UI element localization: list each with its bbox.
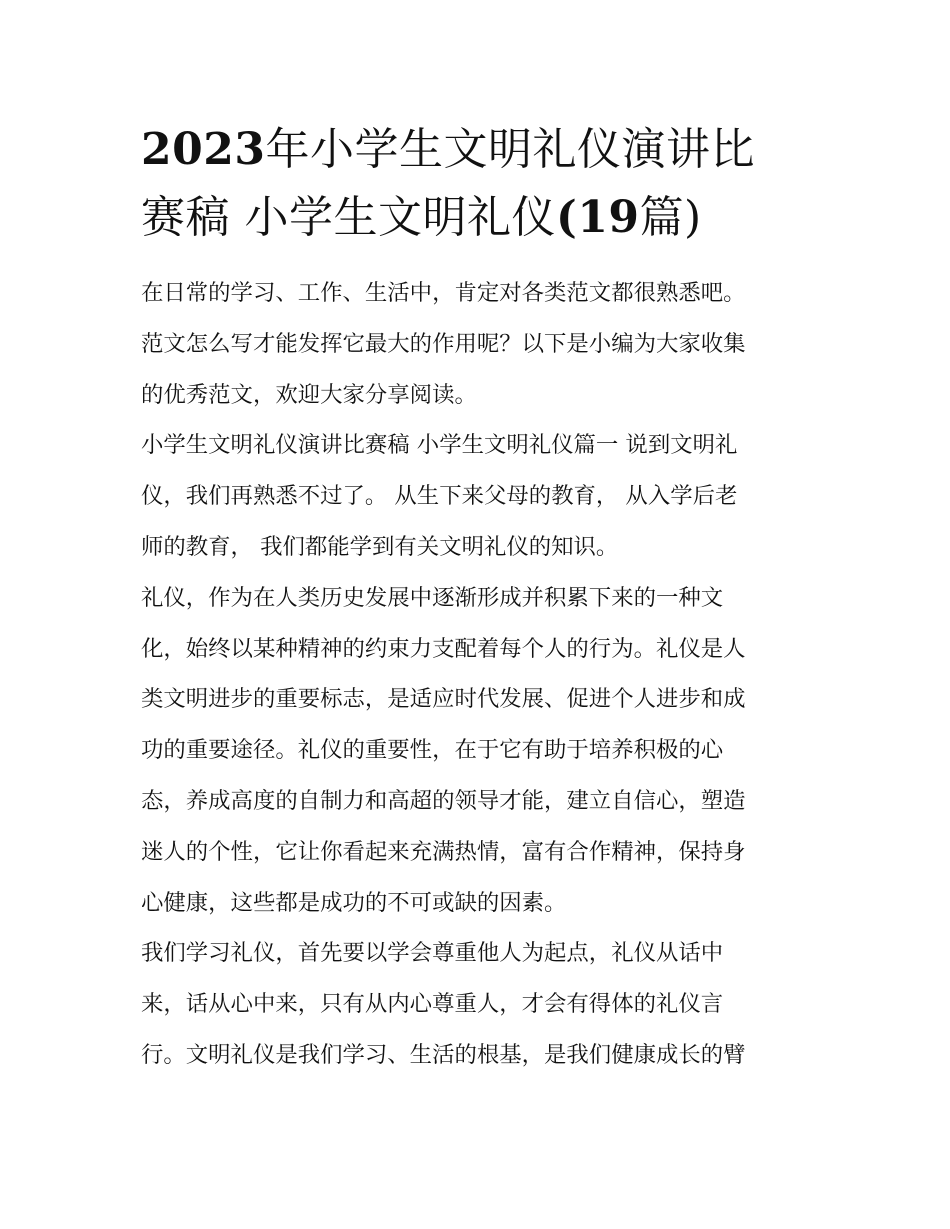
- title-line-2: [141, 184, 821, 252]
- document-title: [141, 116, 821, 252]
- document-body: [141, 268, 821, 1081]
- text-line: 来，话从心中来，只有从内心尊重人，才会有得体的礼仪言: [141, 991, 724, 1018]
- title-text-2: 赛稿 小学生文明礼仪: [141, 192, 556, 243]
- text-line: 类文明进步的重要标志，是适应时代发展、促进个人进步和成: [141, 686, 746, 713]
- paragraph-intro: [141, 268, 821, 420]
- text-line: 范文怎么写才能发挥它最大的作用呢？以下是小编为大家收集: [141, 330, 746, 357]
- text-line: 在日常的学习、工作、生活中，肯定对各类范文都很熟悉吧。: [141, 280, 746, 306]
- paragraph-learning: [141, 928, 821, 1080]
- title-text-1: 年小学生文明礼仪演讲比: [265, 124, 755, 175]
- text-line: 我们学习礼仪，首先要以学会尊重他人为起点，礼仪从话中: [141, 940, 724, 967]
- text-line: 功的重要途径。礼仪的重要性，在于它有助于培养积极的心: [141, 737, 724, 764]
- title-count: (19: [556, 192, 640, 243]
- text-line: 化，始终以某种精神的约束力支配着每个人的行为。礼仪是人: [141, 635, 746, 662]
- document-page: [141, 116, 821, 1081]
- text-line: 礼仪，作为在人类历史发展中逐渐形成并积累下来的一种文: [141, 584, 724, 611]
- text-line: 心健康，这些都是成功的不可或缺的因素。: [141, 889, 567, 916]
- title-text-3: 篇): [639, 192, 702, 243]
- text-line: 的优秀范文，欢迎大家分享阅读。: [141, 381, 477, 408]
- title-line-1: [141, 116, 821, 184]
- text-line: 师的教育， 我们都能学到有关文明礼仪的知识。: [141, 533, 619, 560]
- text-line: 迷人的个性，它让你看起来充满热情，富有合作精神，保持身: [141, 838, 746, 865]
- text-line: 行。文明礼仪是我们学习、生活的根基，是我们健康成长的臂: [141, 1041, 746, 1068]
- text-line: 小学生文明礼仪演讲比赛稿 小学生文明礼仪篇一 说到文明礼: [141, 432, 738, 459]
- paragraph-etiquette: [141, 573, 821, 929]
- paragraph-section-1: [141, 420, 821, 572]
- title-year: 2023: [141, 124, 266, 175]
- text-line: 仪，我们再熟悉不过了。 从生下来父母的教育， 从入学后老: [141, 483, 738, 510]
- text-line: 态，养成高度的自制力和高超的领导才能，建立自信心，塑造: [141, 787, 746, 814]
